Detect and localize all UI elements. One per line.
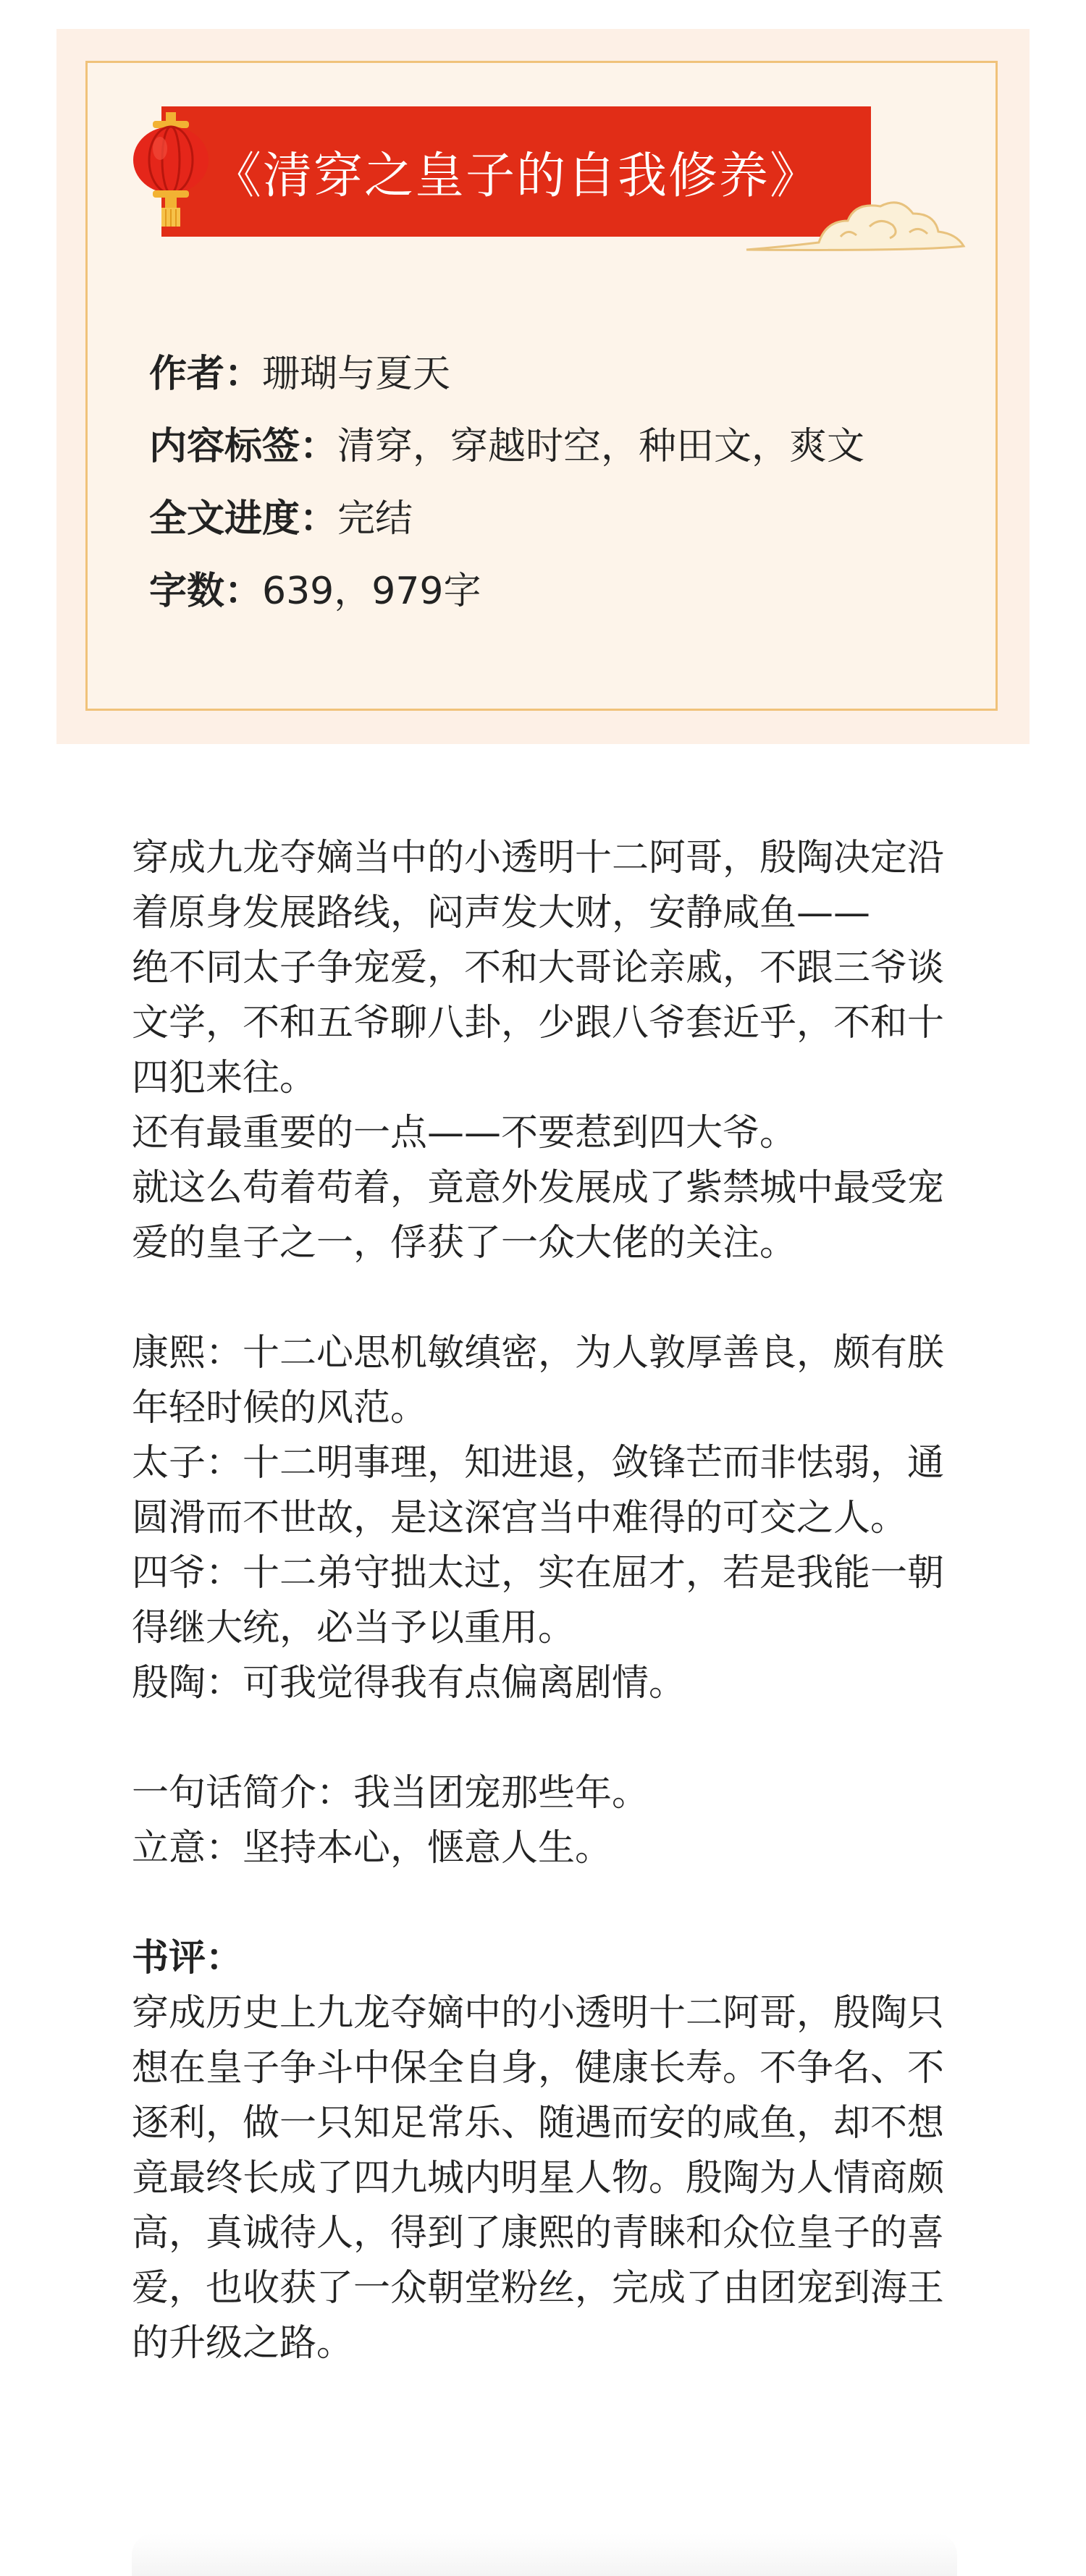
synopsis	[132, 831, 964, 2371]
auspicious-cloud-icon	[739, 192, 971, 257]
spacer	[132, 1271, 964, 1326]
tags-value: 清穿，穿越时空，种田文，爽文	[337, 425, 865, 468]
wordcount-row	[149, 555, 975, 628]
synopsis-paragraph: 穿成九龙夺嫡当中的小透明十二阿哥，殷陶决定沿着原身发展路线，闷声发大财，安静咸鱼——	[132, 837, 945, 934]
progress-value: 完结	[337, 497, 413, 541]
book-info-card	[56, 29, 1030, 744]
synopsis-paragraph: 就这么苟着苟着，竟意外发展成了紫禁城中最受宠爱的皇子之一，俘获了一众大佬的关注。	[132, 1167, 945, 1264]
quote-fourth-prince: 四爷：十二弟守拙太过，实在屈才，若是我能一朝得继大统，必当予以重用。	[132, 1552, 945, 1650]
wordcount-label: 字数：	[149, 570, 263, 613]
progress-row	[149, 483, 975, 555]
author-row	[149, 338, 975, 410]
lantern-icon	[131, 112, 211, 228]
review-label: 书评：	[132, 1937, 243, 1980]
wordcount-value: 639，979字	[262, 570, 481, 613]
progress-label: 全文进度：	[149, 497, 338, 541]
spacer	[132, 1876, 964, 1931]
tags-label: 内容标签：	[149, 425, 338, 468]
review-text: 穿成历史上九龙夺嫡中的小透明十二阿哥，殷陶只想在皇子争斗中保全自身，健康长寿。不争名、不逐利，做一只知足常乐、随遇而安的咸鱼，却不想竟最终长成了四九城内明星人物。殷陶为人情商颇高，真诚待人，得到了康熙的青睐和众位皇子的喜爱，也收获了一众朝堂粉丝，完成了由团宠到海王的升级之路。	[132, 1992, 945, 2365]
quote-crown-prince: 太子：十二明事理，知进退，敛锋芒而非怯弱，通圆滑而不世故，是这深宫当中难得的可交之人。	[132, 1442, 945, 1540]
one-line-summary: 一句话简介：我当团宠那些年。	[132, 1772, 649, 1815]
book-title: 《清穿之皇子的自我修养》	[211, 147, 820, 205]
book-info-frame	[85, 61, 998, 711]
tags-row	[149, 410, 975, 483]
author-label: 作者：	[149, 352, 263, 396]
author-value: 珊瑚与夏天	[262, 352, 451, 396]
quote-yintao: 殷陶：可我觉得我有点偏离剧情。	[132, 1662, 686, 1705]
quote-kangxi: 康熙：十二心思机敏缜密，为人敦厚善良，颇有朕年轻时候的风范。	[132, 1332, 945, 1430]
book-meta	[149, 338, 975, 628]
synopsis-paragraph: 还有最重要的一点——不要惹到四大爷。	[132, 1112, 797, 1154]
spacer	[132, 1711, 964, 1766]
synopsis-paragraph: 绝不同太子争宠爱，不和大哥论亲戚，不跟三爷谈文学，不和五爷聊八卦，少跟八爷套近乎，不和十四犯来往。	[132, 947, 945, 1099]
intent-line: 立意：坚持本心，惬意人生。	[132, 1827, 613, 1870]
next-card-edge	[132, 2533, 957, 2576]
